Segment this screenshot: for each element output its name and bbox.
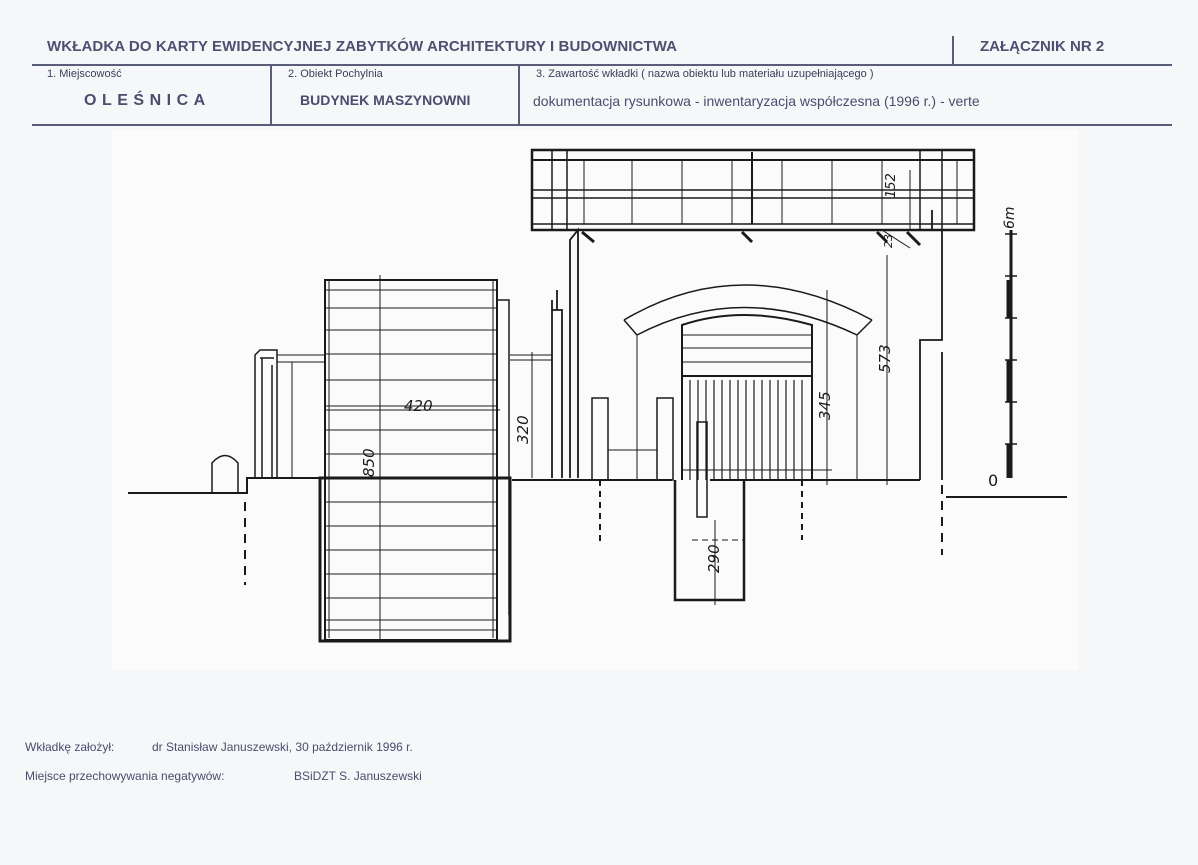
contents-label: 3. Zawartość wkładki ( nazwa obiektu lub materiału uzupełniającego ) [536, 68, 874, 80]
location-label: 1. Miejscowość [47, 68, 122, 80]
architectural-drawing [112, 130, 1078, 670]
scale-top-label: 6m [1002, 206, 1018, 229]
attachment-number: ZAŁĄCZNIK NR 2 [980, 38, 1105, 55]
dim-320: 320 [514, 415, 532, 444]
scale-bottom-label: 0 [988, 471, 999, 490]
card-title: WKŁADKA DO KARTY EWIDENCYJNEJ ZABYTKÓW ARCHITEKTURY I BUDOWNICTWA [47, 38, 678, 55]
dim-573: 573 [876, 344, 894, 373]
field-divider-1 [270, 66, 272, 124]
dim-290: 290 [705, 544, 723, 573]
fields-rule [32, 124, 1172, 126]
dim-345: 345 [816, 391, 834, 420]
dim-23: 23 [882, 234, 895, 248]
object-label: 2. Obiekt Pochylnia [288, 68, 383, 80]
negatives-value: BSiDZT S. Januszewski [294, 769, 422, 783]
section-drawing-svg [112, 130, 1078, 670]
dim-152: 152 [884, 173, 899, 198]
object-value: BUDYNEK MASZYNOWNI [300, 92, 471, 108]
header-divider [952, 36, 954, 64]
field-divider-2 [518, 66, 520, 124]
location-value: OLEŚNICA [84, 92, 211, 109]
negatives-label: Miejsce przechowywania negatywów: [25, 769, 225, 783]
dim-420: 420 [404, 397, 433, 415]
ground-line [128, 478, 322, 493]
dim-850: 850 [360, 448, 378, 477]
header-rule [32, 64, 1172, 66]
contents-value: dokumentacja rysunkowa - inwentaryzacja współczesna (1996 r.) - verte [533, 93, 980, 109]
founded-label: Wkładkę założył: [25, 740, 115, 754]
water-wheel [325, 280, 497, 640]
founded-value: dr Stanisław Januszewski, 30 październik 1996 r. [152, 740, 413, 754]
